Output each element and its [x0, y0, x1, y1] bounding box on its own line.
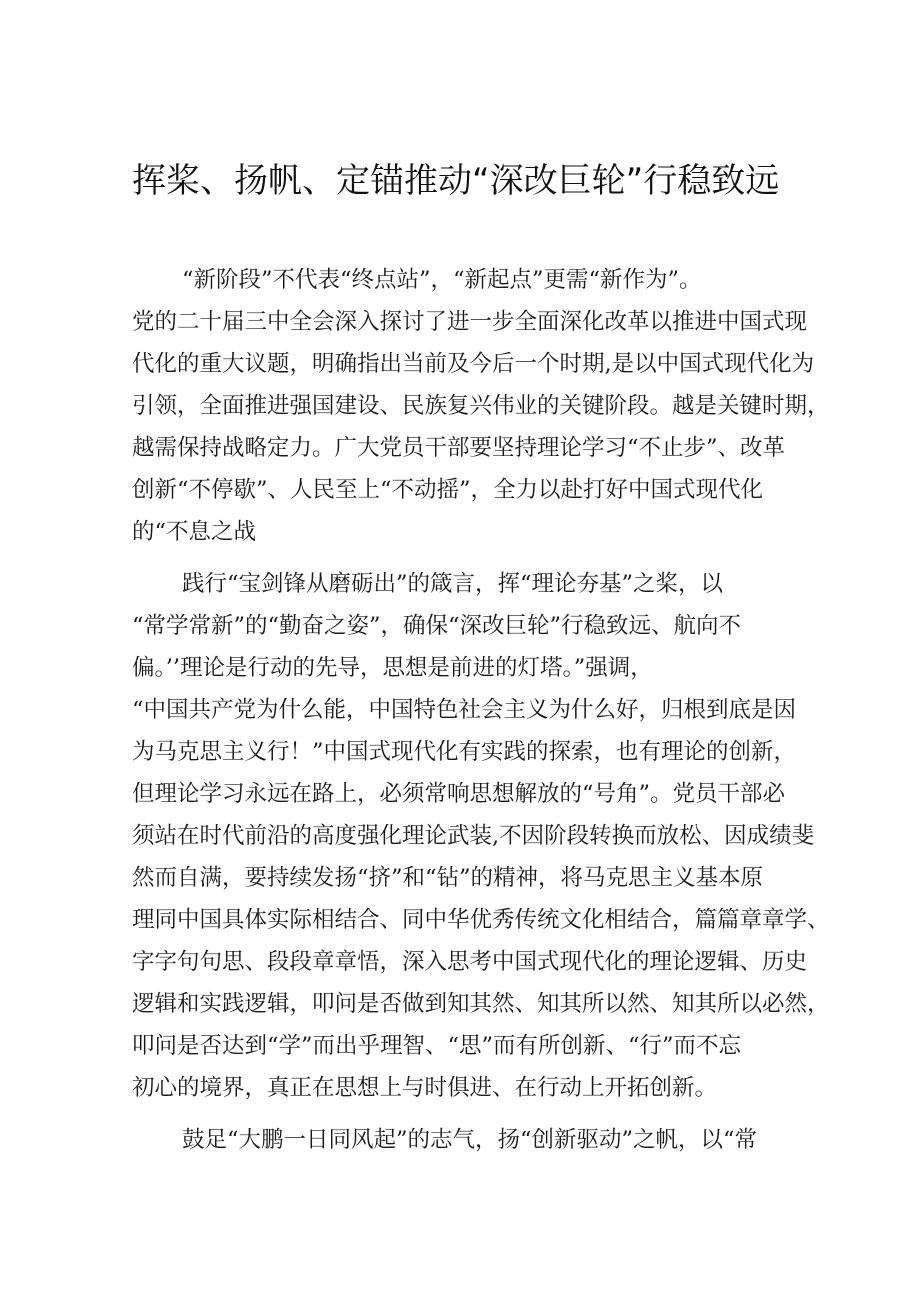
paragraph-1-line-7: 的“不息之战: [132, 519, 257, 545]
paragraph-2-line-10: 字字句句思、段段章章悟，深入思考中国式现代化的理论逻辑、历史: [132, 949, 808, 975]
paragraph-2-line-13: 初心的境界，真正在思想上与时俱进、在行动上开拓创新。: [132, 1075, 718, 1101]
paragraph-2-line-9: 理同中国具体实际相结合、同中华优秀传统文化相结合，篇篇章章学、: [132, 907, 830, 933]
paragraph-2-line-12: 叩问是否达到“学”而出乎理智、“思”而有所创新、“行”而不忘: [132, 1033, 742, 1059]
document-title: 挥桨、扬帆、定锚推动“深改巨轮”行稳致远: [132, 161, 780, 201]
paragraph-1-line-3: 代化的重大议题，明确指出当前及今后一个时期,是以中国式现代化为: [132, 351, 815, 377]
paragraph-2-line-4: “中国共产党为什么能，中国特色社会主义为什么好，归根到底是因: [132, 697, 797, 723]
paragraph-2-line-1: 践行“宝剑锋从磨砺出”的箴言，挥“理论夯基”之桨，以: [182, 571, 724, 597]
paragraph-1-line-6: 创新“不停歇”、人民至上“不动摇”，全力以赴打好中国式现代化: [132, 477, 764, 503]
paragraph-3-line-1: 鼓足“大鹏一日同风起”的志气，扬“创新驱动”之帆，以“常: [182, 1127, 758, 1153]
paragraph-2-line-5: 为马克思主义行！”中国式现代化有实践的探索，也有理论的创新，: [132, 739, 797, 765]
paragraph-1-line-1: “新阶段”不代表“终点站”，“新起点”更需“新作为”。: [182, 267, 702, 293]
paragraph-1-line-5: 越需保持战略定力。广大党员干部要坚持理论学习“不止步”、改革: [132, 435, 786, 461]
paragraph-2-line-7: 须站在时代前沿的高度强化理论武装,不因阶段转换而放松、因成绩斐: [132, 823, 815, 849]
paragraph-2-line-3: 偏。’’理论是行动的先导，思想是前进的灯塔。”强调，: [132, 655, 653, 681]
paragraph-2-line-6: 但理论学习永远在路上，必须常响思想解放的“号角”。党员干部必: [132, 781, 786, 807]
paragraph-2-line-2: “常学常新”的“勤奋之姿”，确保“深改巨轮”行稳致远、航向不: [132, 613, 742, 639]
paragraph-2-line-8: 然而自满，要持续发扬“挤”和“钻”的精神，将马克思主义基本原: [132, 865, 764, 891]
paragraph-2-line-11: 逻辑和实践逻辑，叩问是否做到知其然、知其所以然、知其所以必然，: [132, 991, 830, 1017]
paragraph-1-line-4: 引领，全面推进强国建设、民族复兴伟业的关键阶段。越是关键时期，: [132, 393, 830, 419]
paragraph-1-line-2: 党的二十届三中全会深入探讨了进一步全面深化改革以推进中国式现: [132, 309, 808, 335]
